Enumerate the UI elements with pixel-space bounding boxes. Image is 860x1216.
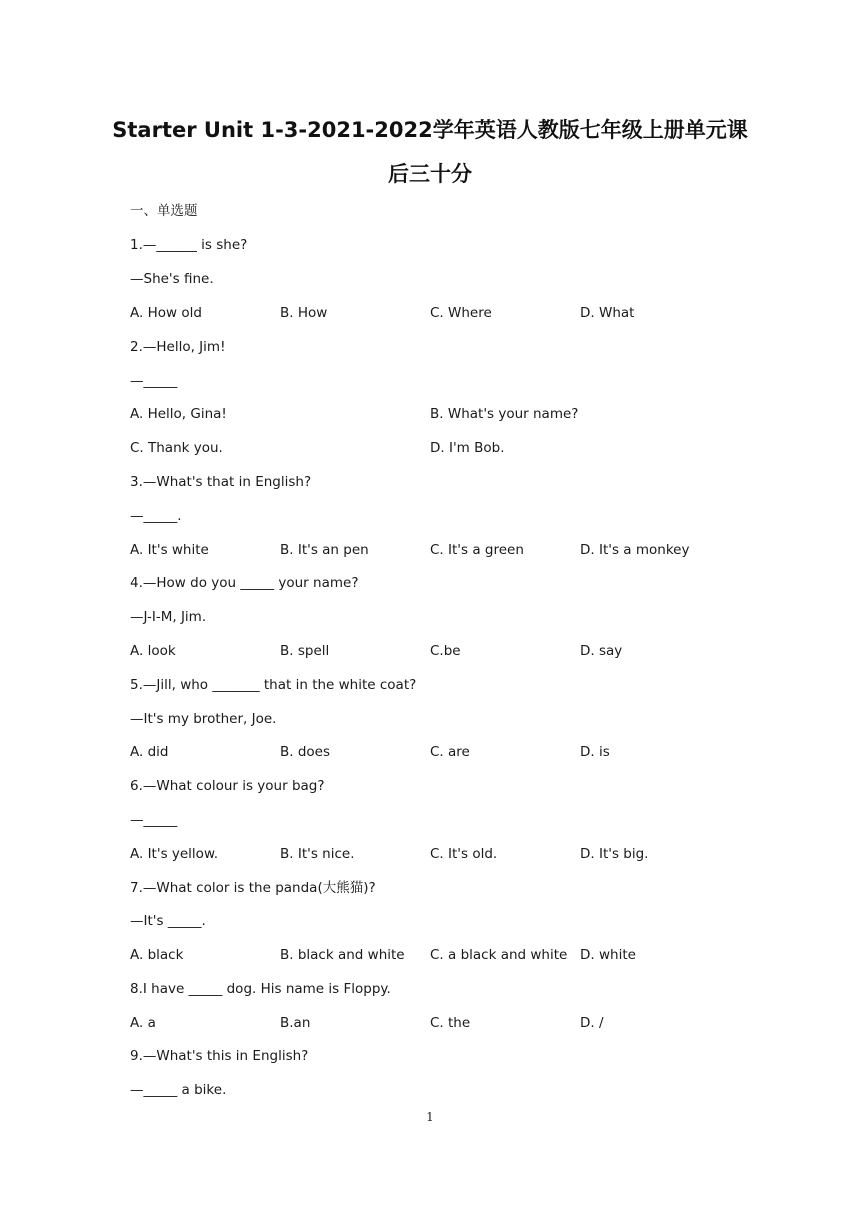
question-2-option-c: C. Thank you.: [130, 440, 223, 456]
question-9-stem: 9.—What's this in English?: [130, 1048, 309, 1064]
question-7-reply: —It's _____.: [130, 913, 206, 929]
question-5-option-b: B. does: [280, 744, 331, 760]
question-2-option-b: B. What's your name?: [430, 406, 579, 422]
question-8-option-a: A. a: [130, 1015, 156, 1031]
question-4-option-c: C.be: [430, 643, 461, 659]
question-3-reply: —_____.: [130, 508, 182, 524]
document-title-line-2: 后三十分: [388, 162, 472, 186]
question-2-stem: 2.—Hello, Jim!: [130, 339, 226, 355]
question-2-reply: —_____: [130, 373, 178, 389]
question-1-option-a: A. How old: [130, 305, 202, 321]
question-5-option-a: A. did: [130, 744, 169, 760]
question-3-option-a: A. It's white: [130, 542, 209, 558]
question-1-option-b: B. How: [280, 305, 328, 321]
question-5-stem: 5.—Jill, who _______ that in the white coat?: [130, 677, 417, 693]
question-6-option-c: C. It's old.: [430, 846, 498, 862]
question-6-option-b: B. It's nice.: [280, 846, 355, 862]
question-8-option-b: B.an: [280, 1015, 311, 1031]
section-heading: 一、单选题: [130, 203, 198, 219]
question-6-option-d: D. It's big.: [580, 846, 649, 862]
question-8-option-d: D. /: [580, 1015, 604, 1031]
question-4-option-a: A. look: [130, 643, 176, 659]
question-5-reply: —It's my brother, Joe.: [130, 711, 277, 727]
question-3-option-d: D. It's a monkey: [580, 542, 690, 558]
question-3-option-c: C. It's a green: [430, 542, 524, 558]
question-7-option-b: B. black and white: [280, 947, 405, 963]
question-2-option-d: D. I'm Bob.: [430, 440, 505, 456]
question-4-option-d: D. say: [580, 643, 623, 659]
question-7-option-a: A. black: [130, 947, 184, 963]
question-1-reply: —She's fine.: [130, 271, 214, 287]
question-6-stem: 6.—What colour is your bag?: [130, 778, 325, 794]
question-9-reply: —_____ a bike.: [130, 1082, 227, 1098]
question-7-option-d: D. white: [580, 947, 636, 963]
question-1-option-d: D. What: [580, 305, 635, 321]
question-8-stem: 8.I have _____ dog. His name is Floppy.: [130, 981, 391, 997]
question-7-option-c: C. a black and white: [430, 947, 568, 963]
question-4-stem: 4.—How do you _____ your name?: [130, 575, 359, 591]
question-1-option-c: C. Where: [430, 305, 492, 321]
question-4-reply: —J-I-M, Jim.: [130, 609, 207, 625]
question-6-option-a: A. It's yellow.: [130, 846, 219, 862]
document-title-line-1: Starter Unit 1-3-2021-2022学年英语人教版七年级上册单元课: [112, 118, 748, 142]
question-1-stem: 1.—______ is she?: [130, 237, 248, 253]
question-6-reply: —_____: [130, 812, 178, 828]
question-5-option-d: D. is: [580, 744, 610, 760]
question-7-stem: 7.—What color is the panda(大熊猫)?: [130, 880, 376, 896]
question-3-option-b: B. It's an pen: [280, 542, 369, 558]
question-5-option-c: C. are: [430, 744, 470, 760]
question-3-stem: 3.—What's that in English?: [130, 474, 312, 490]
page-number: 1: [426, 1110, 434, 1124]
question-8-option-c: C. the: [430, 1015, 471, 1031]
question-2-option-a: A. Hello, Gina!: [130, 406, 227, 422]
question-4-option-b: B. spell: [280, 643, 330, 659]
